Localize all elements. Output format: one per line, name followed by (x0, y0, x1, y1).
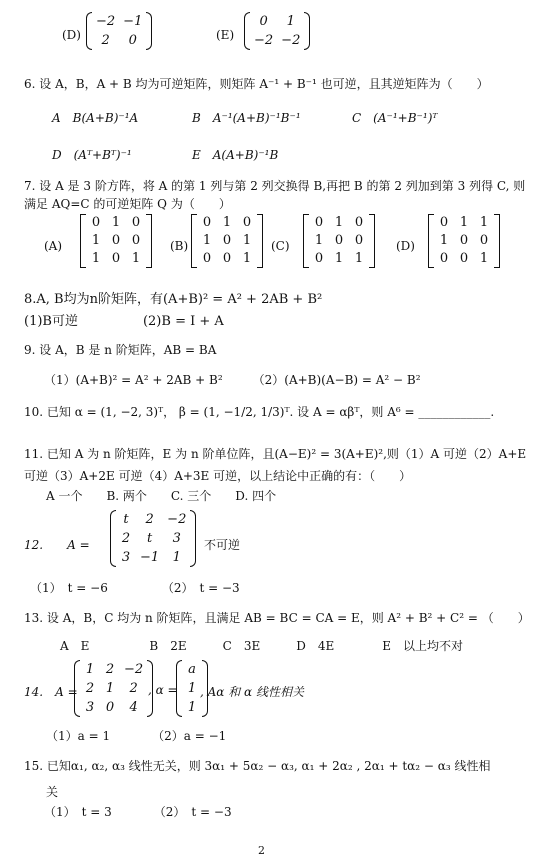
q6-option-a: A B(A+B)⁻¹A (52, 111, 139, 125)
matrix-cell: 0 (242, 215, 252, 230)
matrix-cell: 1 (314, 233, 324, 248)
matrix-cell: 4 (129, 700, 138, 715)
matrix-cell: 0 (222, 251, 232, 266)
matrix-cell: 1 (479, 215, 489, 230)
matrix-cell: 1 (131, 251, 141, 266)
matrix-cell: 0 (91, 215, 101, 230)
matrix-cell: −2 (96, 14, 116, 29)
matrix-cell: 0 (259, 14, 268, 29)
q8-options: (1)B可逆 (2)B = I + A (24, 314, 224, 329)
q9-options: （1）(A+B)² = A² + 2AB + B² （2）(A+B)(A−B) = A² − B² (44, 373, 421, 387)
matrix-cell: 0 (202, 215, 212, 230)
matrix-cell: 0 (439, 251, 449, 266)
q7-line2: 满足 AQ=C 的可逆矩阵 Q 为（ ） (24, 197, 231, 211)
option-e-matrix (244, 12, 310, 50)
q12-tail: 不可逆 (204, 538, 241, 552)
q7-option-d-label: (D) (396, 239, 415, 253)
matrix-cell: 0 (479, 233, 489, 248)
matrix-cell: −2 (281, 33, 301, 48)
matrix-cell: 0 (111, 251, 121, 266)
matrix-cell: 0 (222, 233, 232, 248)
matrix-cell: 1 (334, 251, 344, 266)
matrix-cell: 0 (131, 215, 141, 230)
q14-matrix (74, 660, 153, 717)
matrix-cell: 1 (479, 251, 489, 266)
matrix-cell: 1 (459, 215, 469, 230)
matrix-cell: 0 (459, 251, 469, 266)
q6-option-d: D (Aᵀ+Bᵀ)⁻¹ (52, 148, 132, 162)
matrix-cell: 1 (91, 233, 101, 248)
page-number: 2 (258, 844, 265, 857)
matrix-cell: 1 (242, 233, 252, 248)
q11-line2: 可逆（3）A+2E 可逆（4）A+3E 可逆，以上结论中正确的有：（ ） (24, 469, 412, 483)
option-d-matrix (86, 12, 152, 50)
matrix-cell: 0 (354, 215, 364, 230)
matrix-cell: 0 (131, 233, 141, 248)
matrix-right-bracket (494, 214, 500, 268)
q9-stem: 9. 设 A，B 是 n 阶矩阵，AB = BA (24, 343, 217, 357)
matrix-cell: 1 (187, 700, 197, 715)
option-e-label: (E) (216, 28, 235, 42)
q7-line1: 7. 设 A 是 3 阶方阵，将 A 的第 1 列与第 2 列交换得 B,再把 B 的第 2 列加到第 3 列得 C, 则 (24, 179, 526, 193)
matrix-right-bracket (146, 12, 152, 50)
matrix-cell: −2 (167, 512, 187, 527)
matrix-cell: 0 (202, 251, 212, 266)
q15-line1: 15. 已知α₁, α₂, α₃ 线性无关，则 3α₁ + 5α₂ − α₃, α₁ + 2α₂ , 2α₁ + tα₂ − α₃ 线性相 (24, 759, 491, 773)
matrix-cell: 1 (354, 251, 364, 266)
q12-matrix (110, 510, 196, 567)
matrix-cell: 1 (222, 215, 232, 230)
matrix-cell: 1 (111, 215, 121, 230)
q14-alpha-label: , α = (148, 683, 178, 697)
matrix-cell: 0 (111, 233, 121, 248)
matrix-cell: t (146, 531, 153, 546)
q10-stem: 10. 已知 α = (1, −2, 3)ᵀ， β = (1, −1/2, 1/3)ᵀ. 设 A = αβᵀ，则 A⁶ = ____________. (24, 405, 495, 419)
matrix-cell: 0 (105, 700, 115, 715)
q14-label: 14. A = (24, 685, 78, 699)
matrix-cell: 1 (334, 215, 344, 230)
q7-option-a-matrix (80, 214, 152, 268)
matrix-cell: 2 (85, 681, 95, 696)
matrix-right-bracket (304, 12, 310, 50)
q14-tail: , Aα 和 α 线性相关 (200, 685, 304, 699)
matrix-cell: −1 (140, 550, 160, 565)
q6-option-b: B A⁻¹(A+B)⁻¹B⁻¹ (192, 111, 301, 125)
q11-options: A 一个 B. 两个 C. 三个 D. 四个 (46, 489, 277, 503)
q6-option-e: E A(A+B)⁻¹B (192, 148, 279, 162)
q14-options: （1）a = 1 （2）a = −1 (46, 729, 227, 743)
q13-stem: 13. 设 A，B，C 均为 n 阶矩阵，且满足 AB = BC = CA = E，则 A² + B² + C² = （ ） (24, 611, 530, 625)
matrix-cell: a (188, 662, 196, 677)
matrix-cell: 3 (85, 700, 95, 715)
q12-label: 12. A = (24, 538, 90, 552)
matrix-cell: 0 (459, 233, 469, 248)
matrix-cell: −1 (123, 14, 143, 29)
option-d-label: (D) (62, 28, 81, 42)
q15-options: （1） t = 3 （2） t = −3 (44, 805, 232, 819)
matrix-right-bracket (257, 214, 263, 268)
matrix-cell: 0 (128, 33, 137, 48)
matrix-cell: −2 (254, 33, 274, 48)
matrix-cell: 1 (439, 233, 449, 248)
matrix-cell: 0 (439, 215, 449, 230)
q6-stem: 6. 设 A，B，A + B 均为可逆矩阵，则矩阵 A⁻¹ + B⁻¹ 也可逆，且其逆矩阵为（ ） (24, 77, 489, 91)
matrix-cell: 2 (105, 662, 115, 677)
matrix-cell: 0 (354, 233, 364, 248)
matrix-right-bracket (369, 214, 375, 268)
q12-options: （1） t = −6 （2） t = −3 (30, 581, 240, 595)
q6-option-c: C (A⁻¹+B⁻¹)ᵀ (352, 111, 438, 125)
matrix-cell: 1 (105, 681, 115, 696)
q7-option-a-label: (A) (44, 239, 63, 253)
q7-option-c-matrix (303, 214, 375, 268)
matrix-cell: −2 (124, 662, 144, 677)
matrix-right-bracket (146, 214, 152, 268)
q7-option-d-matrix (428, 214, 500, 268)
matrix-cell: 1 (242, 251, 252, 266)
matrix-cell: 1 (85, 662, 95, 677)
matrix-cell: 3 (172, 531, 181, 546)
q11-line1: 11. 已知 A 为 n 阶矩阵，E 为 n 阶单位阵，且(A−E)² = 3(A+E)²,则（1）A 可逆（2）A+E (24, 447, 527, 461)
q7-option-c-label: (C) (271, 239, 290, 253)
matrix-cell: 1 (187, 681, 197, 696)
q7-option-b-label: (B) (170, 239, 189, 253)
q8-stem: 8.A, B均为n阶矩阵，有(A+B)² = A² + 2AB + B² (24, 292, 323, 307)
matrix-cell: 0 (334, 233, 344, 248)
q13-options: A E B 2E C 3E D 4E E 以上均不对 (60, 639, 463, 653)
matrix-cell: 2 (145, 512, 154, 527)
matrix-cell: 1 (91, 251, 101, 266)
matrix-cell: 1 (172, 550, 181, 565)
matrix-cell: t (123, 512, 129, 527)
matrix-right-bracket (190, 510, 196, 567)
matrix-cell: 2 (101, 33, 110, 48)
matrix-cell: 1 (202, 233, 212, 248)
matrix-cell: 0 (314, 215, 324, 230)
matrix-cell: 2 (129, 681, 138, 696)
matrix-cell: 1 (286, 14, 295, 29)
matrix-cell: 2 (121, 531, 131, 546)
matrix-cell: 0 (314, 251, 324, 266)
matrix-cell: 3 (121, 550, 131, 565)
q15-line2: 关 (46, 785, 59, 799)
q7-option-b-matrix (191, 214, 263, 268)
